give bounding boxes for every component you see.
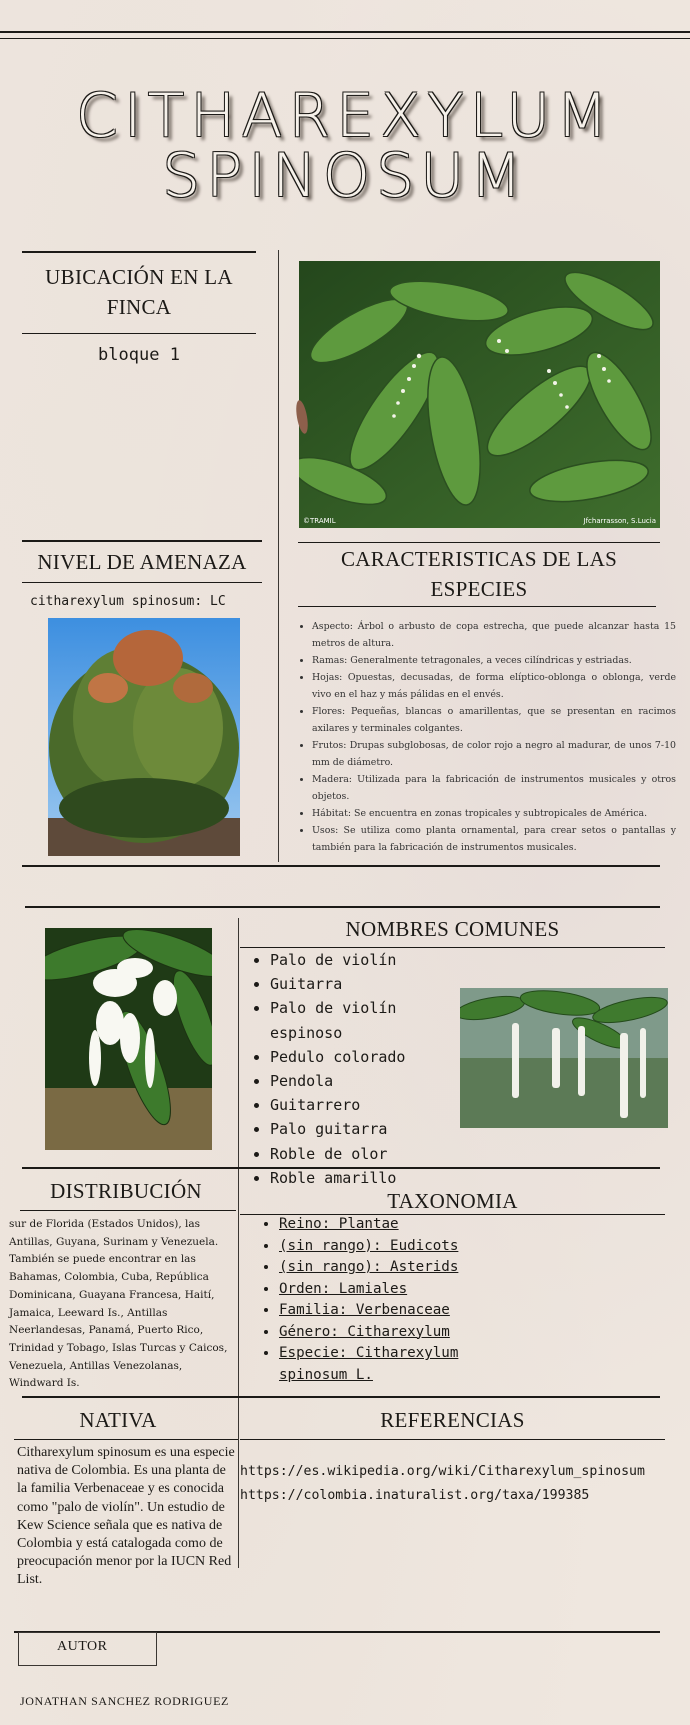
list-item: • Palo de violín espinoso: [270, 996, 460, 1044]
referencias-heading: REFERENCIAS: [380, 1408, 525, 1432]
nativa-text: Citharexylum spinosum es una especie nativa de Colombia. Es una planta de la familia Verbenaceae y es conocida como "palo de violín". Un estudio de Kew Science señala que es nativa de Colombia y está catalogada como de preocupación menor por la IUCN Red List.: [17, 1445, 235, 1588]
ubicacion-rule: [22, 333, 256, 334]
list-item: • Especie: Citharexylum spinosum L.: [279, 1343, 489, 1386]
list-item: • Roble amarillo: [270, 1166, 460, 1190]
caracteristicas-list: [298, 618, 676, 856]
ubicacion-value: bloque 1: [98, 345, 180, 365]
list-item: • Guitarrero: [270, 1093, 460, 1117]
caracteristicas-top-rule: [298, 542, 660, 543]
ubicacion-heading: UBICACIÓN EN LA FINCA: [45, 265, 233, 320]
list-item: • Hábitat: Se encuentra en zonas tropicales y subtropicales de América.: [312, 805, 676, 822]
taxonomia-heading: TAXONOMIA: [387, 1189, 518, 1213]
section-rule-3: [22, 1167, 660, 1169]
flowers-photo: [45, 928, 212, 1150]
distribucion-rule: [20, 1210, 236, 1211]
page-subtitle: SPINOSUM: [162, 141, 528, 211]
list-item: • (sin rango): Eudicots: [279, 1236, 489, 1258]
list-item: • Reino: Plantae: [279, 1214, 489, 1236]
ubicacion-top-rule: [22, 251, 256, 253]
distribucion-text: sur de Florida (Estados Unidos), las Antillas, Guyana, Surinam y Venezuela. También se puede encontrar en las Bahamas, Colombia, Cuba, República Dominicana, Guayana Francesa, Haití, Jamaica, Leeward Is., Antillas Neerlandesas, Panamá, Puerto Rico, Trinidad y Tobago, Islas Turcas y Caicos, Venezuela, Antillas Venezolanas, Windward Is.: [9, 1218, 228, 1390]
autor-label: AUTOR: [57, 1639, 108, 1654]
list-item: • Palo de violín: [270, 948, 460, 972]
list-item: • Flores: Pequeñas, blancas o amarillentas, que se presentan en racimos axilares y terminales colgantes.: [312, 703, 676, 737]
list-item: • Familia: Verbenaceae: [279, 1300, 489, 1322]
nativa-rule: [14, 1439, 238, 1440]
top-rule: [0, 31, 690, 33]
amenaza-rule: [22, 582, 262, 583]
section-rule-1: [22, 865, 660, 867]
autor-name: JONATHAN SANCHEZ RODRIGUEZ: [20, 1694, 229, 1708]
caracteristicas-rule: [298, 606, 656, 607]
caracteristicas-heading: CARACTERISTICAS DE LAS ESPECIES: [340, 547, 618, 602]
amenaza-heading: NIVEL DE AMENAZA: [37, 550, 247, 574]
list-item: • Palo guitarra: [270, 1117, 460, 1141]
list-item: • Roble de olor: [270, 1142, 460, 1166]
list-item: • Frutos: Drupas subglobosas, de color rojo a negro al madurar, de unos 7-10 mm de diámetro.: [312, 737, 676, 771]
autor-box: [18, 1632, 157, 1666]
referencias-rule: [240, 1439, 665, 1440]
amenaza-top-rule: [22, 540, 262, 542]
nombres-heading: NOMBRES COMUNES: [345, 917, 560, 941]
list-item: • (sin rango): Asterids: [279, 1257, 489, 1279]
page-title: CITHAREXYLUM: [76, 81, 614, 151]
referencias-list: [240, 1460, 680, 1508]
list-item: • Orden: Lamiales: [279, 1279, 489, 1301]
list-item: • Madera: Utilizada para la fabricación de instrumentos musicales y otros objetos.: [312, 771, 676, 805]
distribucion-heading: DISTRIBUCIÓN: [50, 1179, 202, 1203]
list-item: • Ramas: Generalmente tetragonales, a veces cilíndricas y estriadas.: [312, 652, 676, 669]
list-item: • Pendola: [270, 1069, 460, 1093]
photo-credit-left: ©TRAMIL: [303, 517, 336, 525]
list-item: • Guitarra: [270, 972, 460, 996]
list-item: • Aspecto: Árbol o arbusto de copa estrecha, que puede alcanzar hasta 15 metros de altura.: [312, 618, 676, 652]
list-item: • Pedulo colorado: [270, 1045, 460, 1069]
section-divider-top: [278, 250, 279, 862]
list-item: • Usos: Se utiliza como planta ornamental, para crear setos o pantallas y también para la fabricación de instrumentos musicales.: [312, 822, 676, 856]
reference-link[interactable]: https://es.wikipedia.org/wiki/Citharexylum_spinosum: [240, 1464, 645, 1479]
leaves-photo: [299, 261, 660, 528]
shrub-photo: [48, 618, 240, 856]
amenaza-value: citharexylum spinosum: LC: [30, 594, 226, 609]
taxonomia-list: [259, 1214, 489, 1386]
list-item: • Género: Citharexylum: [279, 1322, 489, 1344]
list-item: • Hojas: Opuestas, decusadas, de forma elíptico-oblonga o oblonga, verde vivo en el haz y más pálidas en el envés.: [312, 669, 676, 703]
photo-credit-right: Jfcharrasson, S.Lucia: [583, 517, 656, 525]
reference-link[interactable]: https://colombia.inaturalist.org/taxa/199385: [240, 1488, 590, 1503]
top-rule-thin: [0, 38, 690, 39]
nativa-heading: NATIVA: [79, 1408, 157, 1432]
section-rule-2: [25, 906, 660, 908]
nombres-list: [250, 948, 460, 1190]
section-rule-4: [22, 1396, 660, 1398]
hanging-flowers-photo: [460, 988, 668, 1128]
